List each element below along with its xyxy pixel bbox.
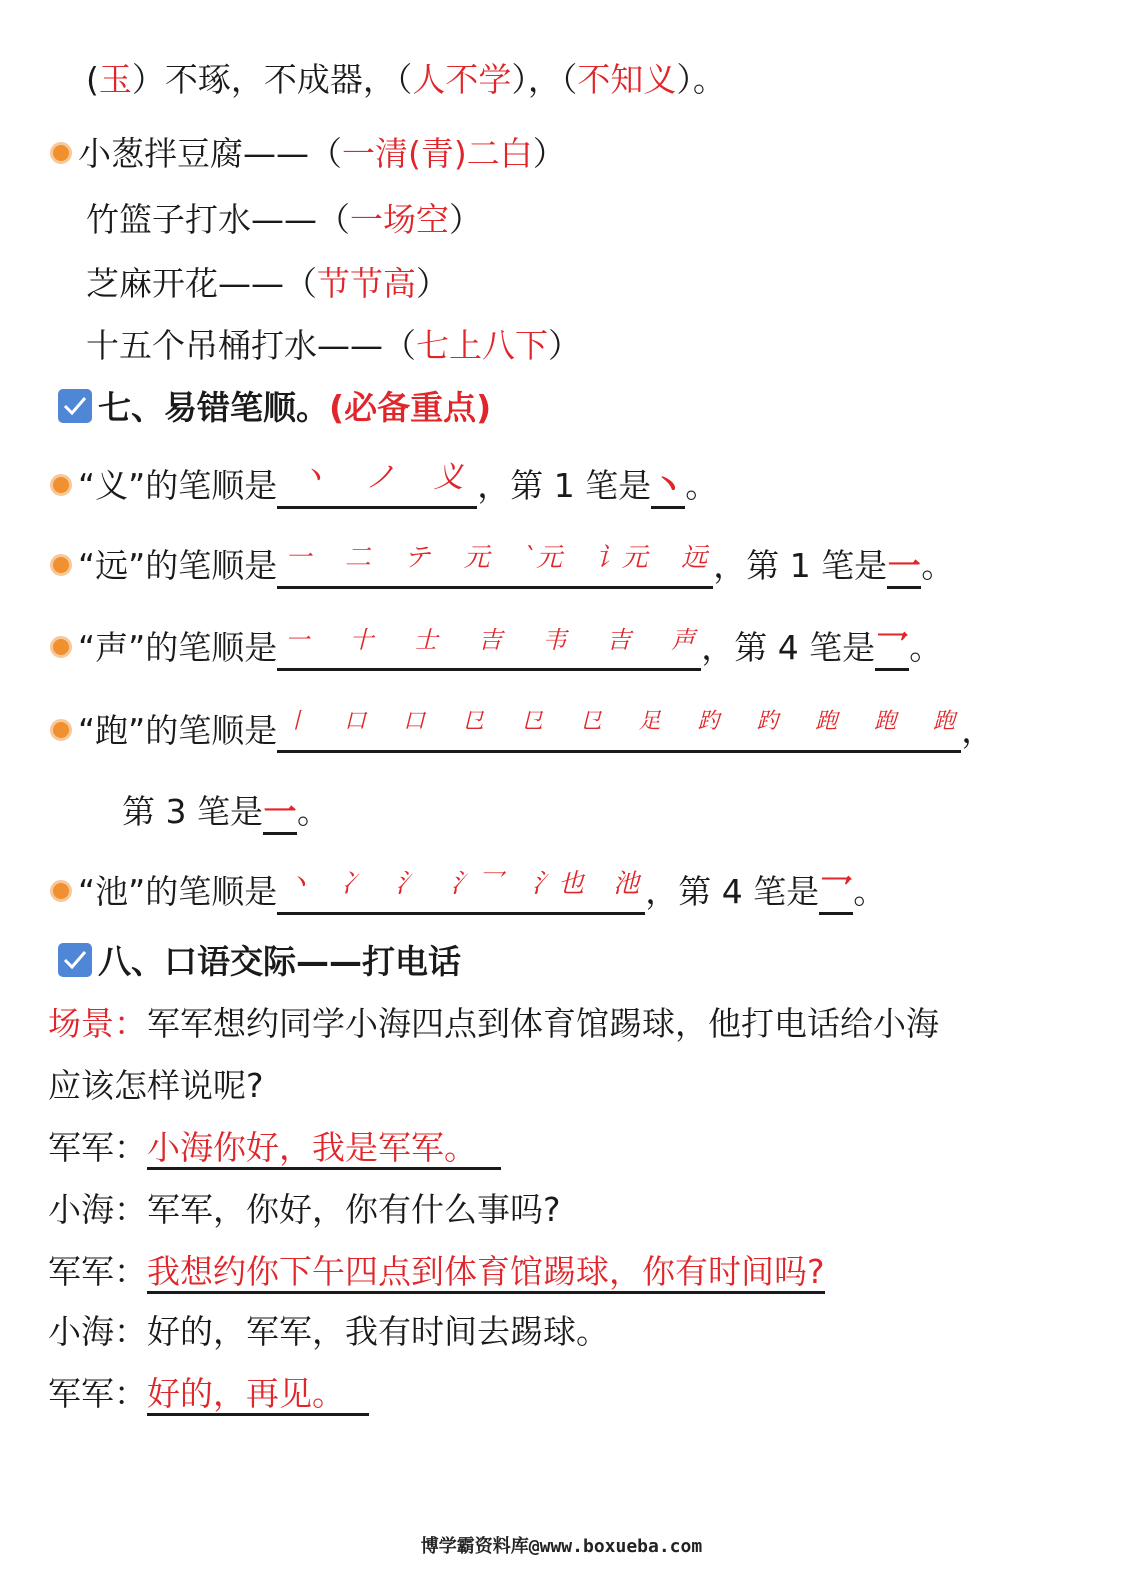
stroke-end: 。: [921, 546, 955, 585]
section-7-title: 七、易错笔顺。: [98, 388, 329, 427]
xiehouyu-item: [86, 198, 482, 242]
stroke-item: [50, 624, 942, 671]
stroke-step: 声: [671, 626, 696, 654]
stroke-step: 丶: [285, 869, 312, 899]
dialogue-line: [48, 1188, 561, 1232]
stroke-mid: ，第 4 笔是: [701, 628, 876, 667]
dialogue-answer: 我想约你下午四点到体育馆踢球，你有时间吗?: [147, 1252, 825, 1294]
stroke-first-answer: 一: [887, 546, 921, 589]
stroke-step: 丶: [297, 460, 328, 495]
stroke-end: 。: [853, 872, 887, 911]
xiehouyu-item: [86, 262, 449, 306]
stroke-step: 十: [349, 626, 374, 654]
stroke-step: 㔾: [520, 709, 543, 734]
stroke-answer-line: [277, 706, 961, 753]
xiehouyu-answer: 一场空: [350, 200, 449, 239]
xiehouyu-item: [86, 324, 581, 368]
dialogue-line: [48, 1372, 369, 1416]
proverb-answer-3: 不知义: [577, 60, 677, 99]
stroke-prefix: “跑”的笔顺是: [78, 711, 278, 750]
xiehouyu-close: ）: [449, 200, 482, 239]
dialogue-text: 好的，军军，我有时间去踢球。: [147, 1312, 609, 1351]
stroke-first-answer: 一: [263, 792, 297, 835]
stroke-step: 二: [344, 543, 371, 573]
stroke-step: 氵: [395, 869, 422, 899]
stroke-step: 氵也: [531, 869, 584, 899]
stroke-step: 氵乛: [450, 869, 503, 899]
stroke-step: 足: [638, 709, 661, 734]
stroke-step: 趵: [697, 709, 720, 734]
xiehouyu-question: 芝麻开花——（: [86, 264, 317, 303]
stroke-answer-line: [277, 624, 701, 671]
stroke-step: 讠元: [595, 543, 648, 573]
stroke-step: 冫: [340, 869, 367, 899]
stroke-first-answer: 乛: [819, 872, 853, 915]
stroke-step: 池: [613, 869, 640, 899]
bullet-dot-icon: [50, 636, 72, 658]
stroke-item: [50, 462, 718, 509]
stroke-item: [50, 542, 954, 589]
bullet-dot-icon: [50, 474, 72, 496]
bullet-dot-icon: [50, 880, 72, 902]
proverb-answer-2: 人不学: [412, 60, 512, 99]
stroke-step: 一: [285, 626, 310, 654]
section-8-title: 八、口语交际——打电话: [98, 942, 461, 981]
xiehouyu-answer: 一清(青)二白: [342, 134, 533, 173]
stroke-prefix: “远”的笔顺是: [78, 546, 278, 585]
dialogue-speaker: 小海：: [48, 1312, 147, 1351]
xiehouyu-question: 十五个吊桶打水——（: [86, 326, 416, 365]
bullet-dot-icon: [50, 142, 72, 164]
footer-watermark: 博学霸资料库@www.boxueba.com: [420, 1536, 703, 1557]
stroke-item-continued: [122, 790, 330, 835]
stroke-step: 口: [403, 709, 426, 734]
stroke-step: ノ: [365, 460, 396, 495]
stroke-step: 韦: [542, 626, 567, 654]
stroke-step: 跑: [874, 709, 897, 734]
stroke-step: 㔾: [461, 709, 484, 734]
stroke-answer-line: [277, 462, 477, 509]
dialogue-answer: 小海你好，我是军军。: [147, 1128, 501, 1170]
proverb-end: ）。: [676, 60, 726, 99]
stroke-step: 吉: [606, 626, 631, 654]
scene-text: 军军想约同学小海四点到体育馆踢球，他打电话给小海: [147, 1004, 939, 1043]
stroke-step: 士: [413, 626, 438, 654]
dialogue-line: [48, 1250, 825, 1294]
stroke-step: 丨: [285, 709, 308, 734]
stroke-mid: 第 3 笔是: [122, 792, 263, 831]
proverb-line: [86, 58, 726, 102]
scene-line: [48, 1002, 939, 1046]
section-7-heading: [58, 386, 491, 430]
dialogue-speaker: 军军：: [48, 1252, 147, 1291]
stroke-answer-line: [277, 542, 713, 589]
xiehouyu-close: ）: [532, 134, 566, 173]
dialogue-line: [48, 1310, 609, 1354]
stroke-first-answer: 丶: [651, 466, 685, 509]
xiehouyu-item: [50, 132, 566, 176]
stroke-mid: ，第 4 笔是: [645, 872, 820, 911]
stroke-mid: ，第 1 笔是: [477, 466, 652, 505]
proverb-answer-1: 玉: [98, 60, 132, 99]
stroke-step: 远: [681, 543, 708, 573]
xiehouyu-answer: 节节高: [317, 264, 416, 303]
dialogue-speaker: 军军：: [48, 1128, 147, 1167]
xiehouyu-answer: 七上八下: [416, 326, 548, 365]
checkbox-icon: [58, 943, 92, 977]
xiehouyu-question: 小葱拌豆腐——（: [78, 134, 342, 173]
dialogue-line: [48, 1126, 501, 1170]
stroke-step: 吉: [478, 626, 503, 654]
stroke-prefix: “义”的笔顺是: [78, 466, 278, 505]
stroke-answer-line: [277, 868, 645, 915]
xiehouyu-question: 竹篮子打水——（: [86, 200, 350, 239]
stroke-item: [50, 868, 886, 915]
stroke-step: 元: [463, 543, 490, 573]
stroke-prefix: “声”的笔顺是: [78, 628, 278, 667]
stroke-step: テ: [404, 543, 431, 573]
scene-label: 场景：: [48, 1004, 147, 1043]
stroke-step: 㔾: [579, 709, 602, 734]
stroke-end: 。: [909, 628, 943, 667]
bullet-dot-icon: [50, 554, 72, 576]
stroke-step: 口: [344, 709, 367, 734]
dialogue-speaker: 小海：: [48, 1190, 147, 1229]
stroke-end: 。: [685, 466, 719, 505]
stroke-first-answer: 乛: [875, 628, 909, 671]
dialogue-text: 军军，你好，你有什么事吗?: [147, 1190, 561, 1229]
stroke-step: 跑: [815, 709, 838, 734]
proverb-open: (: [86, 60, 99, 99]
section-8-heading: [58, 940, 461, 984]
stroke-item: [50, 706, 994, 753]
stroke-comma: ，: [961, 711, 995, 750]
stroke-step: 趵: [756, 709, 779, 734]
scene-line-2: [48, 1064, 264, 1108]
checkbox-icon: [58, 389, 92, 423]
scene-question: 应该怎样说呢?: [48, 1066, 264, 1105]
stroke-step: 一: [285, 543, 312, 573]
section-7-note: (必备重点): [329, 388, 492, 427]
stroke-end: 。: [296, 792, 330, 831]
dialogue-speaker: 军军：: [48, 1374, 147, 1413]
stroke-step: 跑: [933, 709, 956, 734]
dialogue-answer: 好的，再见。: [147, 1374, 369, 1416]
proverb-text-2: ），（: [511, 60, 578, 99]
xiehouyu-close: ）: [548, 326, 581, 365]
stroke-step: `元: [523, 543, 563, 573]
bullet-dot-icon: [50, 719, 72, 741]
stroke-step: 义: [433, 460, 464, 495]
proverb-text-1: ）不琢，不成器，（: [131, 60, 413, 99]
stroke-prefix: “池”的笔顺是: [78, 872, 278, 911]
xiehouyu-close: ）: [416, 264, 449, 303]
stroke-mid: ，第 1 笔是: [713, 546, 888, 585]
